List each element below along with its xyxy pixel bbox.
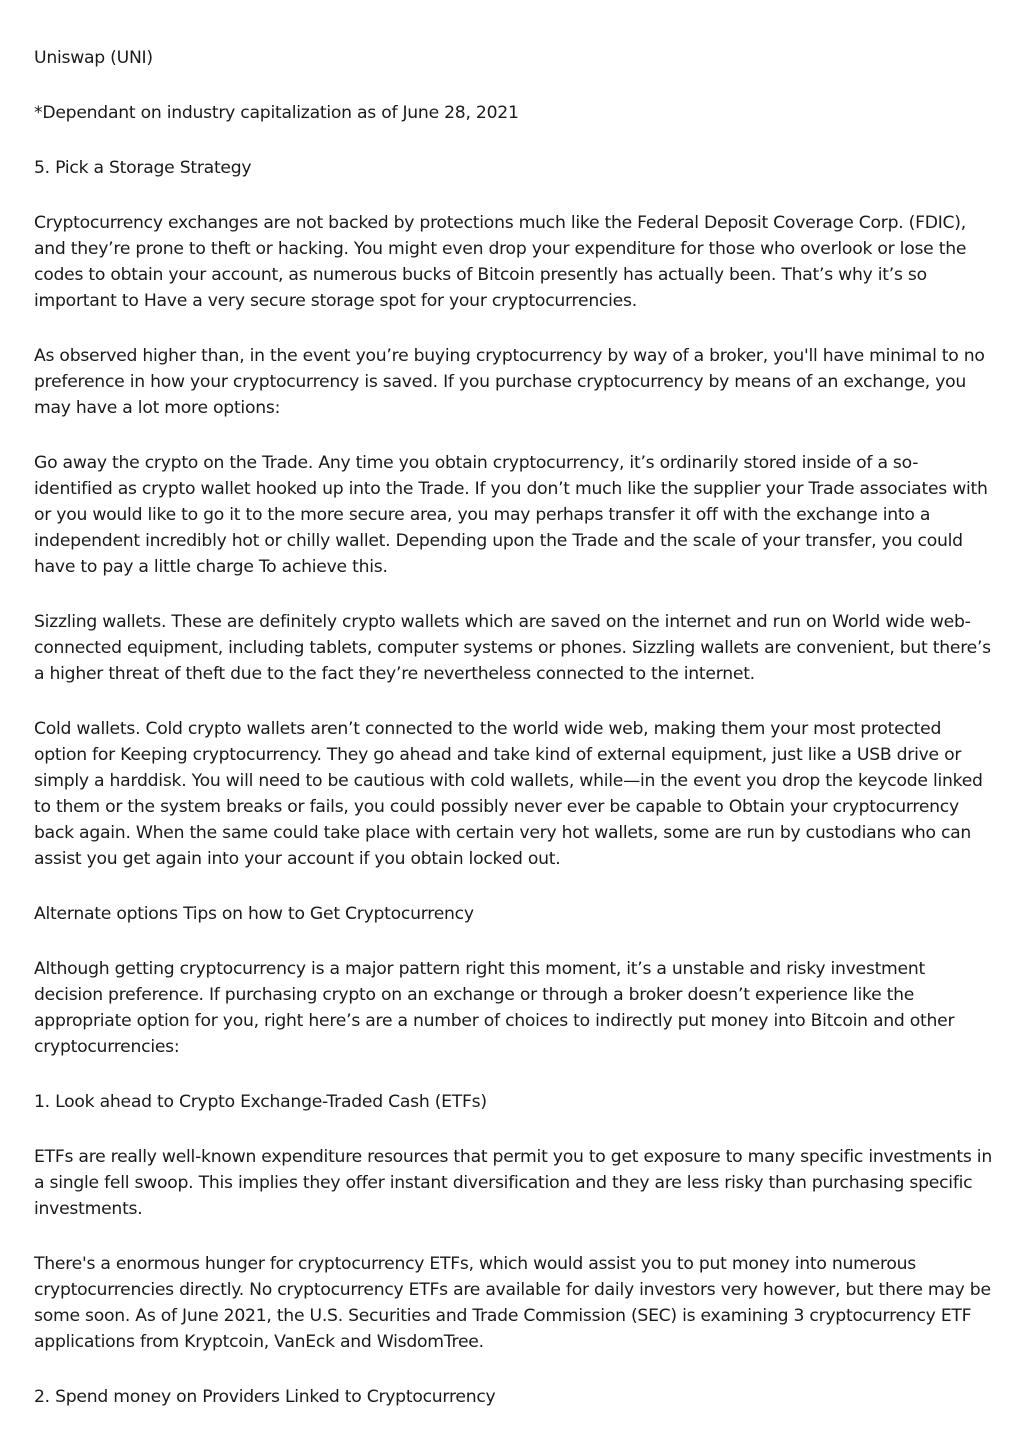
paragraph-uniswap: Uniswap (UNI) <box>34 48 153 68</box>
paragraph-leave-on-exchange: Go away the crypto on the Trade. Any time you obtain cryptocurrency, it’s ordinarily stored inside of a so-identified as crypto wallet hooked up into the Trade. If you don’t much like the supplier your Trade associates with or you would like to go it to the more secure area, you may perhaps transfer it off with the exchange into a independent incredibly hot or chilly wallet. Depending upon the Trade and the scale of your transfer, you could have to pay a little charge To achieve this. <box>34 453 988 577</box>
paragraph-capitalization-note: *Dependant on industry capitalization as of June 28, 2021 <box>34 103 519 123</box>
heading-crypto-companies: 2. Spend money on Providers Linked to Cryptocurrency <box>34 1387 496 1407</box>
paragraph-cold-wallets: Cold wallets. Cold crypto wallets aren’t connected to the world wide web, making them your most protected option for Keeping cryptocurrency. They go ahead and take kind of external equipment, just like a USB drive or simply a harddisk. You will need to be cautious with cold wallets, while—in the event you drop the keycode linked to them or the system breaks or fails, you could possibly never ever be capable to Obtain your cryptocurrency back again. When the same could take place with certain very hot wallets, some are run by custodians who can assist you get again into your account if you obtain locked out. <box>34 719 983 869</box>
heading-crypto-etfs: 1. Look ahead to Crypto Exchange-Traded Cash (ETFs) <box>34 1092 487 1112</box>
heading-storage-strategy: 5. Pick a Storage Strategy <box>34 158 252 178</box>
paragraph-etf-demand: There's a enormous hunger for cryptocurrency ETFs, which would assist you to put money into numerous cryptocurrencies directly. No cryptocurrency ETFs are available for daily investors very however, but there may be some soon. As of June 2021, the U.S. Securities and Trade Commission (SEC) is examining 3 cryptocurrency ETF applications from Kryptcoin, VanEck and WisdomTree. <box>34 1254 991 1352</box>
paragraph-hot-wallets: Sizzling wallets. These are definitely crypto wallets which are saved on the internet and run on World wide web-connected equipment, including tablets, computer systems or phones. Sizzling wallets are convenient, but there’s a higher threat of theft due to the fact they’re nevertheless connected to the internet. <box>34 612 991 684</box>
paragraph-volatile-investment: Although getting cryptocurrency is a major pattern right this moment, it’s a unstable and risky investment decision preference. If purchasing crypto on an exchange or through a broker doesn’t experience like the appropriate option for you, right here’s are a number of choices to indirectly put money into Bitcoin and other cryptocurrencies: <box>34 959 955 1057</box>
paragraph-etf-explanation: ETFs are really well-known expenditure resources that permit you to get exposure to many specific investments in a single fell swoop. This implies they offer instant diversification and they are less risky than purchasing specific investments. <box>34 1147 992 1219</box>
paragraph-exchange-protections: Cryptocurrency exchanges are not backed by protections much like the Federal Deposit Coverage Corp. (FDIC), and they’re prone to theft or hacking. You might even drop your expenditure for those who overlook or lose the codes to obtain your account, as numerous bucks of Bitcoin presently has actually been. That’s why it’s so important to Have a very secure storage spot for your cryptocurrencies. <box>34 213 967 311</box>
document-body <box>34 45 994 1439</box>
paragraph-broker-storage: As observed higher than, in the event you’re buying cryptocurrency by way of a broker, you'll have minimal to no preference in how your cryptocurrency is saved. If you purchase cryptocurrency by means of an exchange, you may have a lot more options: <box>34 346 985 418</box>
heading-alternate-options: Alternate options Tips on how to Get Cryptocurrency <box>34 904 474 924</box>
